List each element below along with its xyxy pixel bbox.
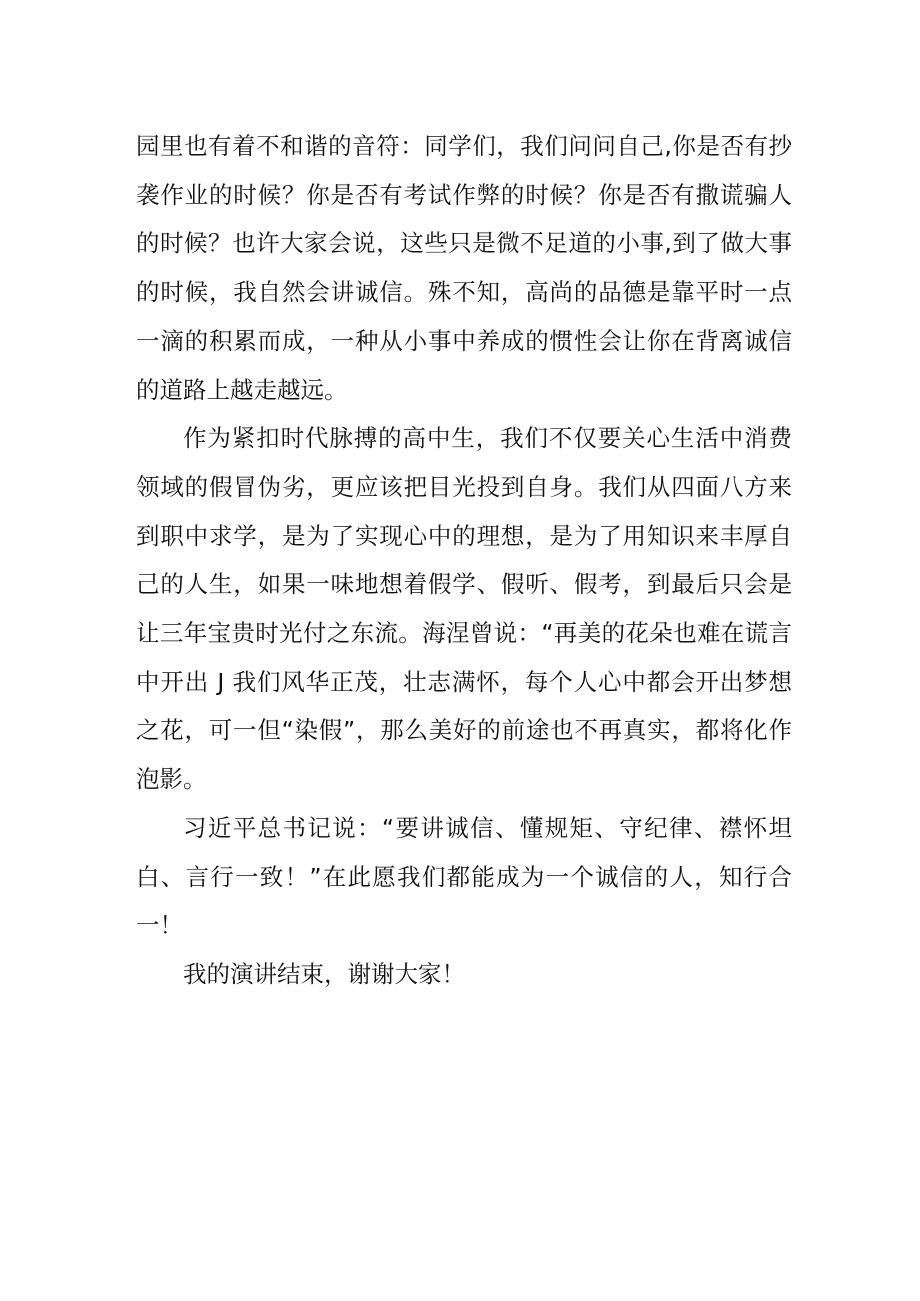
speech-text: [136, 122, 792, 999]
paragraph-closing: 我的演讲结束，谢谢大家！: [183, 959, 465, 988]
paragraph-quote: 习近平总书记说：“要讲诚信、懂规矩、守纪律、襟怀坦白、言行一致！”在此愿我们都能成为一个诚信的人，知行合一！: [136, 813, 792, 940]
paragraph-high-school-students: 作为紧扣时代脉搏的高中生，我们不仅要关心生活中消费领域的假冒伪劣，更应该把目光投到自身。我们从四面八方来到职中求学，是为了实现心中的理想，是为了用知识来丰厚自己的人生，如果一味地想着假学、假听、假考，到最后只会是让三年宝贵时光付之东流。海涅曾说：“再美的花朵也难在谎言中开出 J 我们风华正茂，壮志满怀，每个人心中都会开出梦想之花，可一但“染假”，那么美好的前途也不再真实，都将化作泡影。: [136, 424, 792, 794]
paragraph-continuation: 园里也有着不和谐的音符：同学们，我们问问自己,你是否有抄袭作业的时候？你是否有考试作弊的时候？你是否有撒谎骗人的时候？也许大家会说，这些只是微不足道的小事,到了做大事的时候，我自然会讲诚信。殊不知，高尚的品德是靠平时一点一滴的积累而成，一种从小事中养成的惯性会让你在背离诚信的道路上越走越远。: [136, 132, 792, 404]
